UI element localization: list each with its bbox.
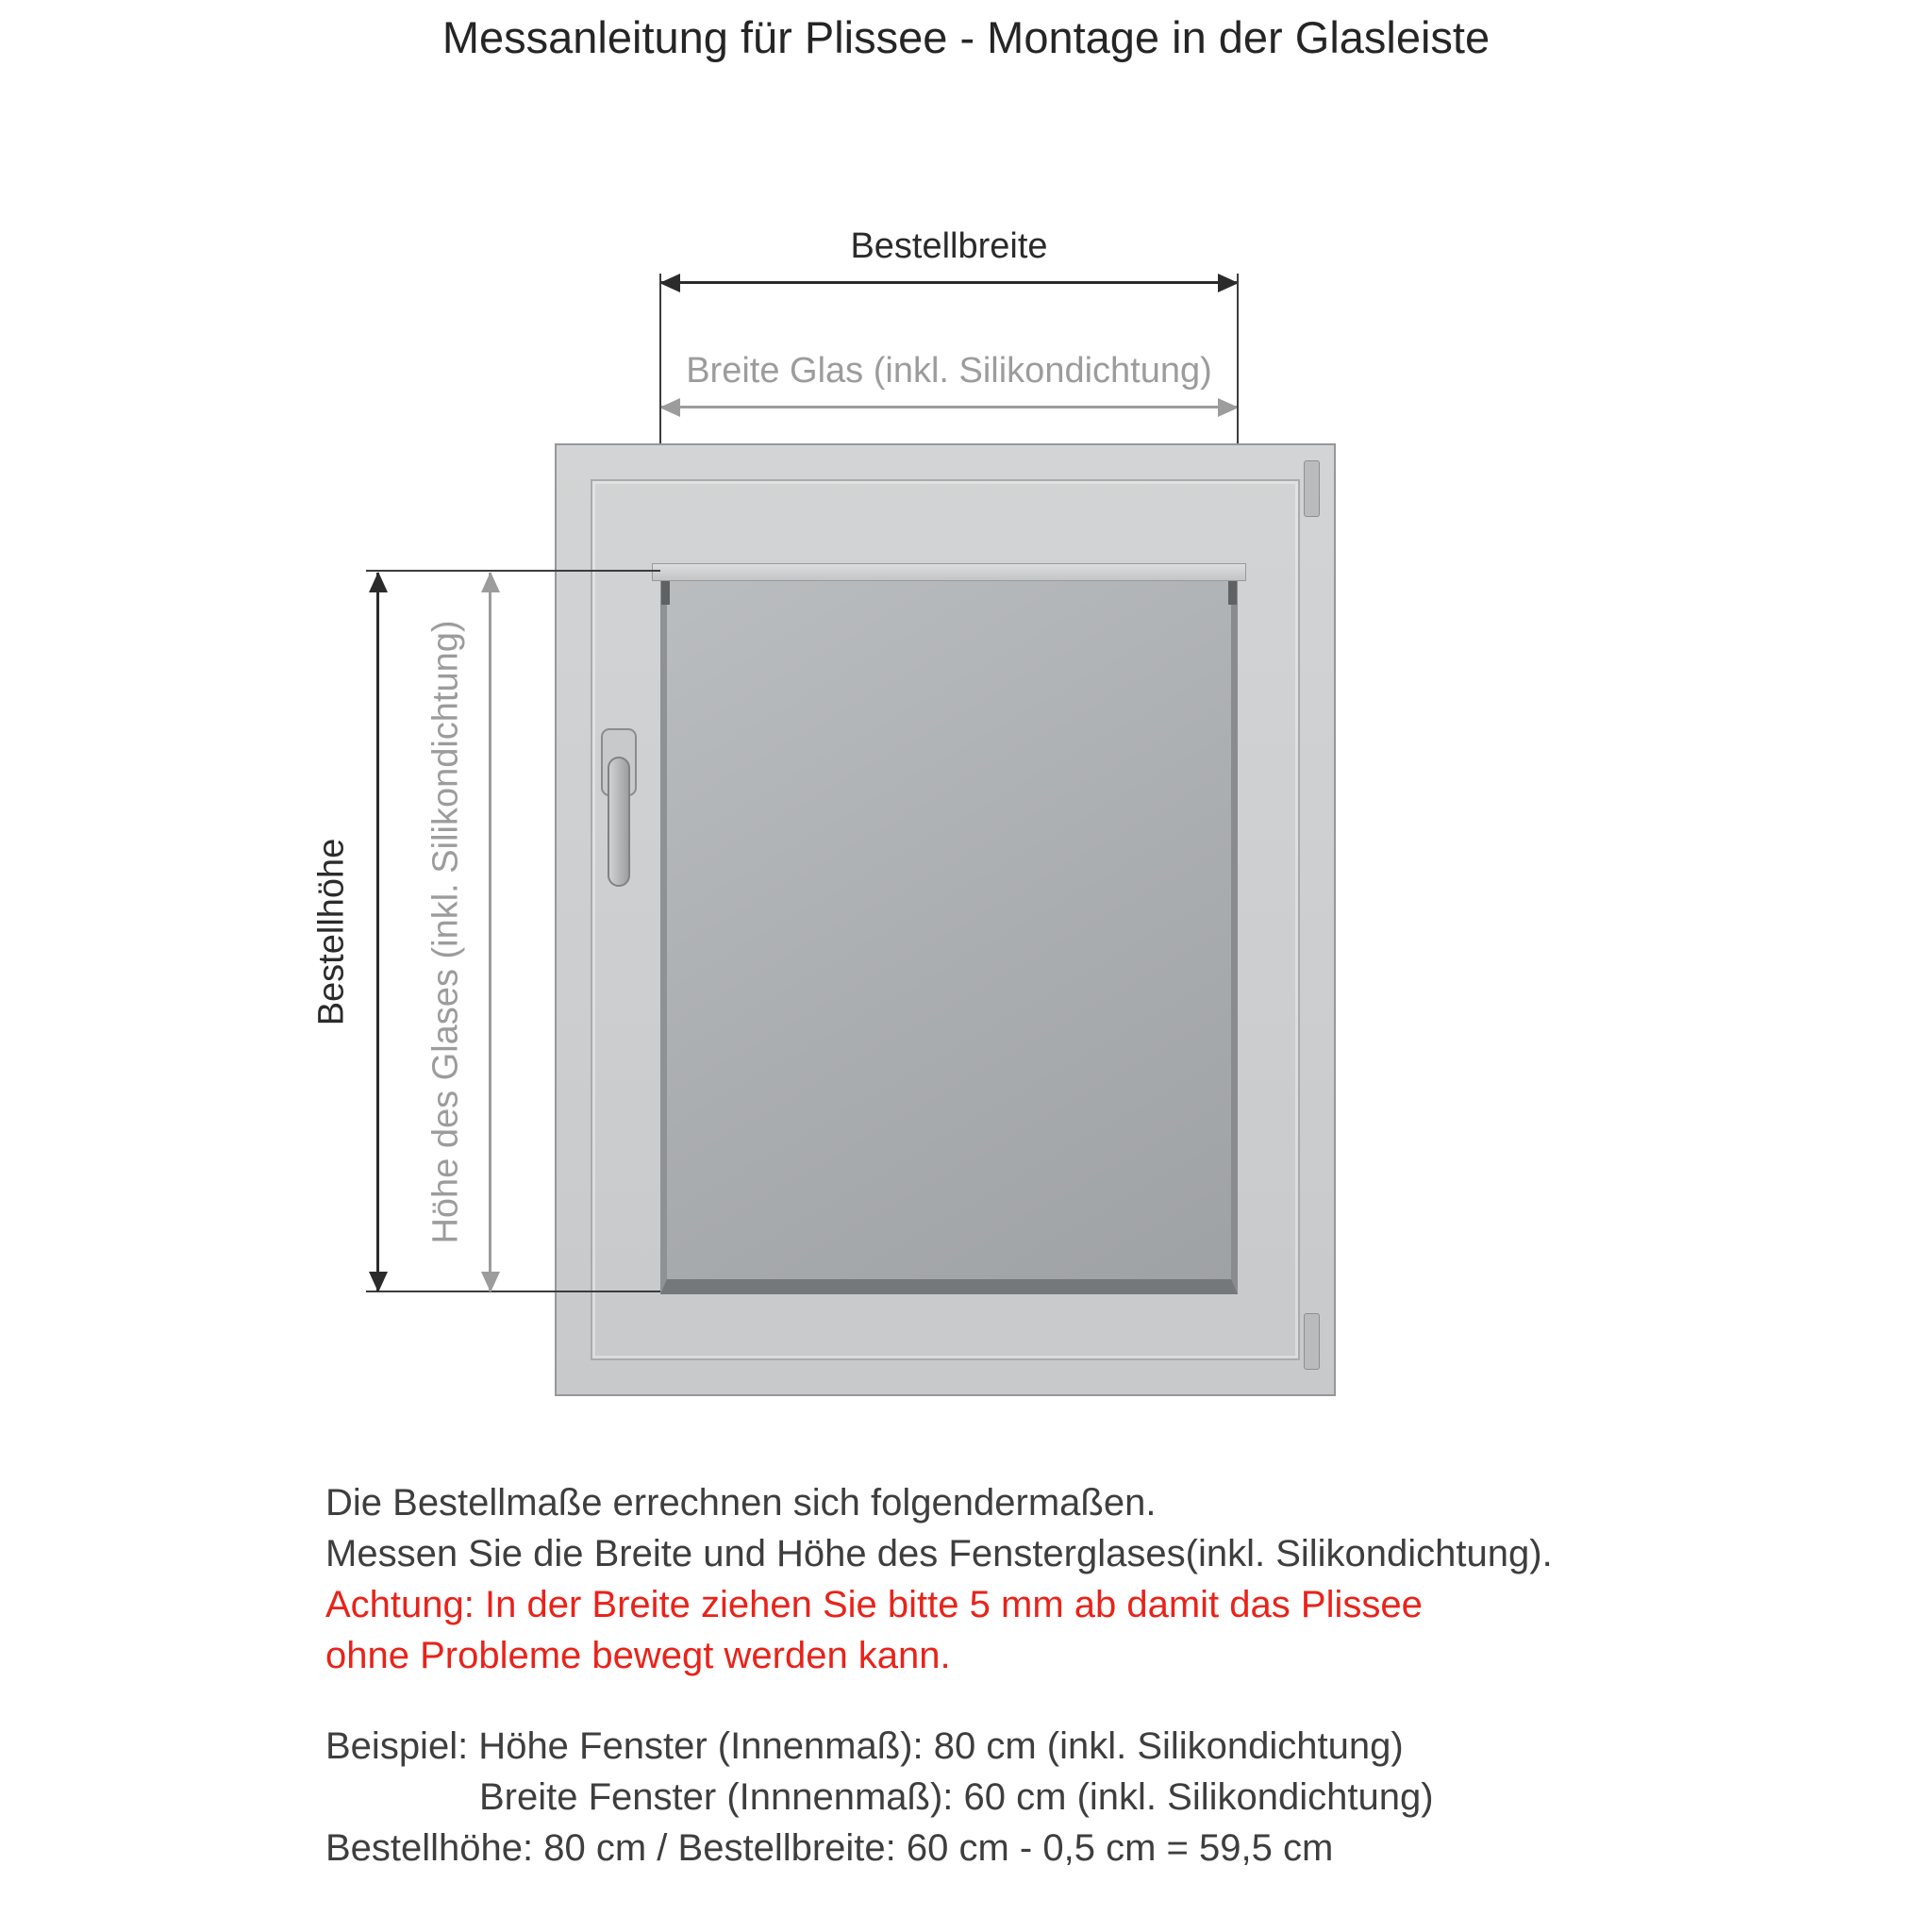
dim-arrow-glass-height [489,573,491,1291]
warning-line-2: ohne Probleme bewegt werden kann. [325,1635,951,1676]
example-line-2: Breite Fenster (Innnenmaß): 60 cm (inkl. Silikondichtung) [479,1776,1434,1818]
instruction-text [325,1477,1875,1874]
dim-label-glass-width: Breite Glas (inkl. Silikondichtung) [686,351,1212,391]
plissee-top-rail [652,563,1246,581]
intro-line-1: Die Bestellmaße errechnen sich folgendermaßen. [325,1482,1157,1524]
dim-label-order-width: Bestellbreite [850,226,1048,266]
text-spacer [325,1681,1875,1721]
rail-bracket-right [1228,581,1237,605]
window-glass [660,577,1238,1294]
dim-arrow-order-height [376,573,379,1291]
window-handle-lever [608,757,630,887]
dim-label-order-height: Bestellhöhe [311,838,352,1026]
extension-line-height-top [366,570,660,572]
dim-arrow-order-width [660,281,1238,284]
rail-bracket-left [661,581,670,605]
dim-arrow-glass-width [660,406,1238,408]
page-title: Messanleitung für Plissee - Montage in der Glasleiste [441,12,1491,62]
hinge-bottom [1304,1313,1320,1370]
warning-line-1: Achtung: In der Breite ziehen Sie bitte 5 mm ab damit das Plissee [325,1584,1423,1625]
example-line-3: Bestellhöhe: 80 cm / Bestellbreite: 60 cm - 0,5 cm = 59,5 cm [325,1827,1334,1869]
example-line-1: Beispiel: Höhe Fenster (Innenmaß): 80 cm (inkl. Silikondichtung) [325,1725,1404,1767]
extension-line-height-bottom [366,1291,660,1292]
hinge-top [1304,460,1320,517]
intro-line-2: Messen Sie die Breite und Höhe des Fensterglases(inkl. Silikondichtung). [325,1533,1553,1574]
dim-label-glass-height: Höhe des Glases (inkl. Silikondichtung) [425,620,466,1244]
